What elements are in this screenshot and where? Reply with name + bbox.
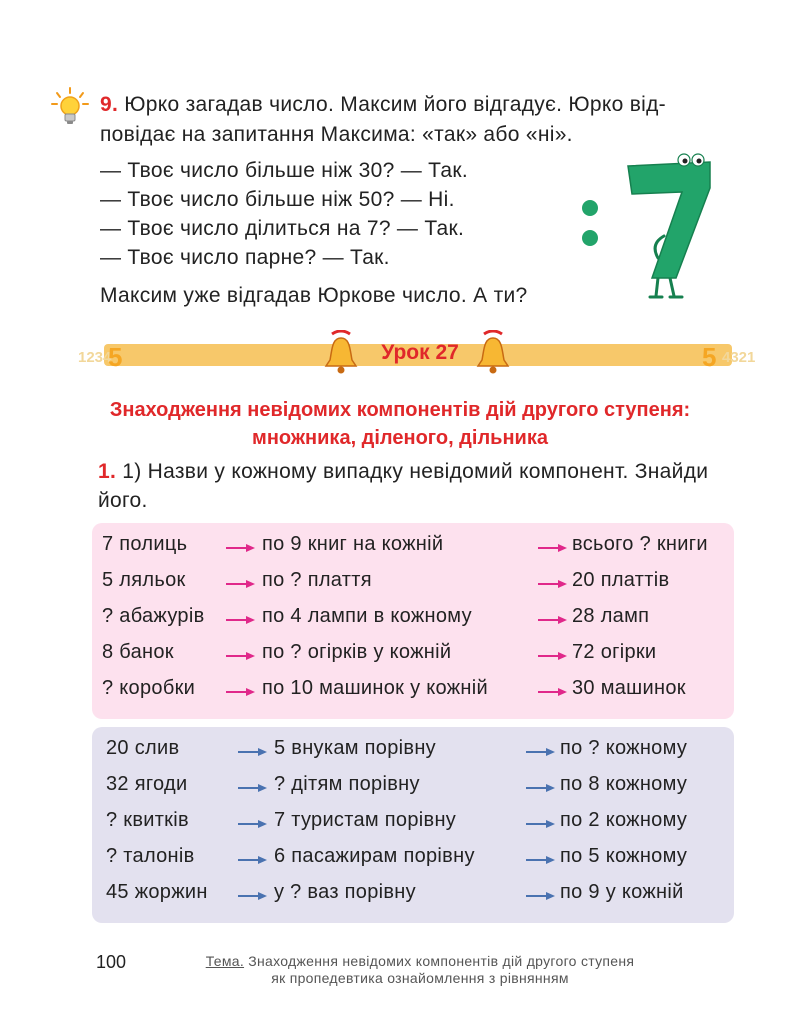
problem-9-text-line2: повідає на запитання Максима: «так» або «ні». bbox=[100, 123, 573, 146]
cell-quantity: 8 банок bbox=[102, 641, 174, 663]
arrow-right-icon bbox=[526, 819, 556, 829]
arrow-right-icon bbox=[226, 615, 256, 625]
arrow-right-icon bbox=[226, 579, 256, 589]
arrow-right-icon bbox=[238, 783, 268, 793]
cell-total: ? квитків bbox=[106, 809, 189, 831]
arrow-right-icon bbox=[526, 747, 556, 757]
cell-total: 30 машинок bbox=[572, 677, 686, 699]
cell-share: по 8 кожному bbox=[560, 773, 688, 795]
dialog-line: — Твоє число більше ніж 50? — Ні. bbox=[100, 188, 455, 211]
cell-recipients: у ? ваз порівну bbox=[274, 881, 416, 903]
cell-total: 20 платтів bbox=[572, 569, 670, 591]
theme-text-line2: як пропедевтика ознайомлення з рівнянням bbox=[271, 970, 569, 986]
arrow-right-icon bbox=[238, 747, 268, 757]
bell-icon bbox=[474, 330, 512, 376]
cell-total: ? талонів bbox=[106, 845, 195, 867]
task-number: 1. bbox=[98, 460, 117, 483]
lesson-subtitle-line1: Знаходження невідомих компонентів дій другого ступеня: bbox=[109, 399, 691, 421]
cell-total: 28 ламп bbox=[572, 605, 650, 627]
lightbulb-icon bbox=[50, 86, 90, 130]
arrow-right-icon bbox=[226, 687, 256, 697]
cell-share: по ? кожному bbox=[560, 737, 688, 759]
cell-recipients: 7 туристам порівну bbox=[274, 809, 457, 831]
arrow-right-icon bbox=[538, 579, 568, 589]
table-row bbox=[92, 565, 734, 601]
table-row bbox=[92, 841, 734, 877]
arrow-right-icon bbox=[538, 543, 568, 553]
theme-label: Тема. bbox=[205, 953, 245, 969]
table-row bbox=[92, 733, 734, 769]
dialog-line: — Твоє число парне? — Так. bbox=[100, 246, 390, 269]
ribbon-digit-five-left: 5 bbox=[108, 342, 123, 372]
problem-9-intro bbox=[100, 90, 720, 120]
arrow-right-icon bbox=[238, 855, 268, 865]
arrow-right-icon bbox=[538, 651, 568, 661]
cell-total: 72 огірки bbox=[572, 641, 657, 663]
dialog-line: — Твоє число більше ніж 30? — Так. bbox=[100, 159, 468, 182]
footer-theme bbox=[160, 953, 680, 987]
cell-distribution: по 10 машинок у кожній bbox=[262, 677, 488, 699]
task-1-line1 bbox=[98, 457, 738, 486]
bell-icon bbox=[322, 330, 360, 376]
table-row bbox=[92, 601, 734, 637]
cell-share: по 2 кожному bbox=[560, 809, 688, 831]
problem-9-text-line1: Юрко загадав число. Максим його відгадує. Юрко від- bbox=[124, 93, 666, 116]
cell-share: по 5 кожному bbox=[560, 845, 688, 867]
cell-distribution: по 4 лампи в кожному bbox=[262, 605, 472, 627]
cell-distribution: по ? огірків у кожній bbox=[262, 641, 452, 663]
table-row bbox=[92, 637, 734, 673]
theme-text-line1: Знаходження невідомих компонентів дій другого ступеня bbox=[248, 953, 635, 969]
table-row bbox=[92, 877, 734, 913]
arrow-right-icon bbox=[538, 687, 568, 697]
footer-theme-line1 bbox=[160, 953, 680, 970]
table-row bbox=[92, 805, 734, 841]
lesson-title: Урок 27 bbox=[381, 341, 459, 364]
ribbon-digit-five-right: 5 bbox=[702, 342, 717, 372]
cell-quantity: ? коробки bbox=[102, 677, 196, 699]
lesson-subtitle-line2: множника, діленого, дільника bbox=[252, 427, 548, 449]
problem-number: 9. bbox=[100, 93, 119, 116]
lesson-subtitle bbox=[60, 396, 740, 452]
cell-total: всього ? книги bbox=[572, 533, 708, 555]
arrow-right-icon bbox=[526, 855, 556, 865]
cell-recipients: 5 внукам порівну bbox=[274, 737, 436, 759]
page-number: 100 bbox=[96, 952, 127, 972]
ribbon-digits-left: 1234 bbox=[78, 349, 112, 366]
task-1-line2: його. bbox=[98, 489, 148, 512]
task-1 bbox=[98, 457, 738, 515]
arrow-right-icon bbox=[238, 891, 268, 901]
task-1-instruction: 1) Назви у кожному випадку невідомий компонент. Знайди bbox=[122, 460, 709, 483]
cell-recipients: ? дітям порівну bbox=[274, 773, 420, 795]
table-row bbox=[92, 769, 734, 805]
cell-distribution: по 9 книг на кожній bbox=[262, 533, 444, 555]
arrow-right-icon bbox=[238, 819, 268, 829]
ribbon-digits-right: 4321 bbox=[722, 349, 756, 366]
cell-share: по 9 у кожній bbox=[560, 881, 684, 903]
table-row bbox=[92, 529, 734, 565]
arrow-right-icon bbox=[526, 891, 556, 901]
cell-quantity: 7 полиць bbox=[102, 533, 188, 555]
arrow-right-icon bbox=[526, 783, 556, 793]
final-question: Максим уже відгадав Юркове число. А ти? bbox=[100, 284, 528, 307]
arrow-right-icon bbox=[538, 615, 568, 625]
divide-by-seven-figure bbox=[572, 152, 722, 302]
cell-distribution: по ? плаття bbox=[262, 569, 372, 591]
cell-total: 20 слив bbox=[106, 737, 180, 759]
cell-quantity: ? абажурів bbox=[102, 605, 205, 627]
cell-total: 45 жоржин bbox=[106, 881, 208, 903]
cell-total: 32 ягоди bbox=[106, 773, 188, 795]
arrow-right-icon bbox=[226, 543, 256, 553]
table-multiplication bbox=[92, 523, 734, 719]
table-division bbox=[92, 727, 734, 923]
table-row bbox=[92, 673, 734, 709]
dialog-line: — Твоє число ділиться на 7? — Так. bbox=[100, 217, 465, 240]
cell-recipients: 6 пасажирам порівну bbox=[274, 845, 475, 867]
cell-quantity: 5 ляльок bbox=[102, 569, 186, 591]
arrow-right-icon bbox=[226, 651, 256, 661]
